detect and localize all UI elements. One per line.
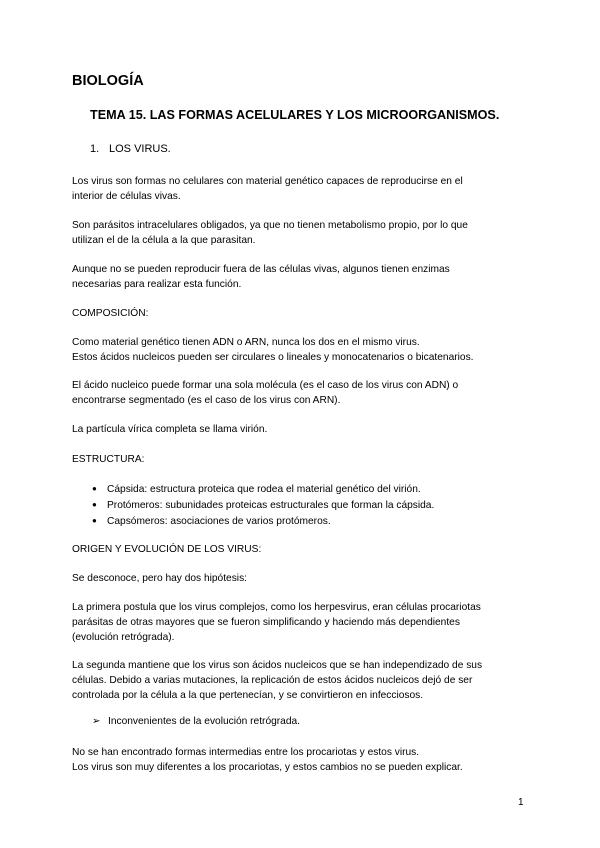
list-item — [92, 497, 434, 513]
text-line: La segunda mantiene que los virus son ácidos nucleicos que se han independizado de sus — [72, 660, 483, 671]
arrow-bullet-icon: ➢ — [92, 716, 101, 727]
text-line: encontrarse segmentado (es el caso de los virus con ARN). — [72, 395, 341, 406]
text-line: Se desconoce, pero hay dos hipótesis: — [72, 573, 247, 584]
bullet-icon: ● — [92, 500, 97, 509]
heading-composicion: COMPOSICIÓN: — [72, 308, 149, 319]
paragraph-nucleic-acid — [72, 378, 532, 408]
arrow-list-item — [92, 716, 300, 727]
document-title: BIOLOGÍA — [72, 73, 144, 89]
list-item-text: Cápsida: estructura proteica que rodea el material genético del virión. — [107, 484, 421, 495]
section-label: LOS VIRUS. — [109, 143, 171, 155]
list-item-text: Protómeros: subunidades proteicas estructurales que forman la cápsida. — [107, 500, 435, 511]
text-line: No se han encontrado formas intermedias entre los procariotas y estos virus. — [72, 747, 420, 758]
paragraph-definition — [72, 174, 532, 204]
text-line: utilizan el de la célula a la que parasitan. — [72, 235, 256, 246]
text-line: La primera postula que los virus complejos, como los herpesvirus, eran células procariotas — [72, 602, 481, 613]
text-line: Los virus son formas no celulares con material genético capaces de reproducirse en el — [72, 176, 463, 187]
text-line: El ácido nucleico puede formar una sola molécula (es el caso de los virus con ADN) o — [72, 380, 459, 391]
paragraph-objections — [72, 745, 532, 775]
list-item-text: Capsómeros: asociaciones de varios protómeros. — [107, 516, 331, 527]
section-heading-virus — [90, 143, 171, 155]
bullet-icon: ● — [92, 516, 97, 525]
text-line: Aunque no se pueden reproducir fuera de las células vivas, algunos tienen enzimas — [72, 264, 450, 275]
paragraph-first-hypothesis — [72, 600, 532, 645]
paragraph-enzymes — [72, 262, 532, 292]
text-line: La partícula vírica completa se llama virión. — [72, 424, 268, 435]
paragraph-second-hypothesis — [72, 658, 532, 703]
paragraph-hypotheses — [72, 571, 532, 586]
heading-origen: ORIGEN Y EVOLUCIÓN DE LOS VIRUS: — [72, 544, 262, 555]
text-line: Estos ácidos nucleicos pueden ser circulares o lineales y monocatenarios o bicatenarios. — [72, 352, 474, 363]
text-line: (evolución retrógrada). — [72, 632, 175, 643]
heading-estructura: ESTRUCTURA: — [72, 454, 145, 465]
topic-heading: TEMA 15. LAS FORMAS ACELULARES Y LOS MICROORGANISMOS. — [90, 108, 500, 122]
list-item — [92, 481, 434, 497]
list-item — [92, 513, 434, 529]
text-line: controlada por la célula a la que pertenecían, y se convirtieron en infecciosos. — [72, 690, 424, 701]
text-line: necesarias para realizar esta función. — [72, 279, 242, 290]
paragraph-virion — [72, 422, 532, 437]
text-line: interior de células vivas. — [72, 191, 181, 202]
structure-bullet-list — [92, 481, 434, 529]
section-number: 1. — [90, 143, 100, 155]
page-number: 1 — [518, 797, 524, 808]
bullet-icon: ● — [92, 484, 97, 493]
paragraph-genetic-material — [72, 335, 532, 365]
paragraph-parasites — [72, 218, 532, 248]
text-line: Como material genético tienen ADN o ARN, nunca los dos en el mismo virus. — [72, 337, 420, 348]
text-line: Son parásitos intracelulares obligados, ya que no tienen metabolismo propio, por lo que — [72, 220, 468, 231]
text-line: células. Debido a varias mutaciones, la replicación de estos ácidos nucleicos dejó de ser — [72, 675, 473, 686]
text-line: Los virus son muy diferentes a los procariotas, y estos cambios no se pueden explicar. — [72, 762, 463, 773]
arrow-item-text: Inconvenientes de la evolución retrógrada. — [108, 716, 300, 727]
text-line: parásitas de otras mayores que se fueron simplificando y haciendo más dependientes — [72, 617, 460, 628]
